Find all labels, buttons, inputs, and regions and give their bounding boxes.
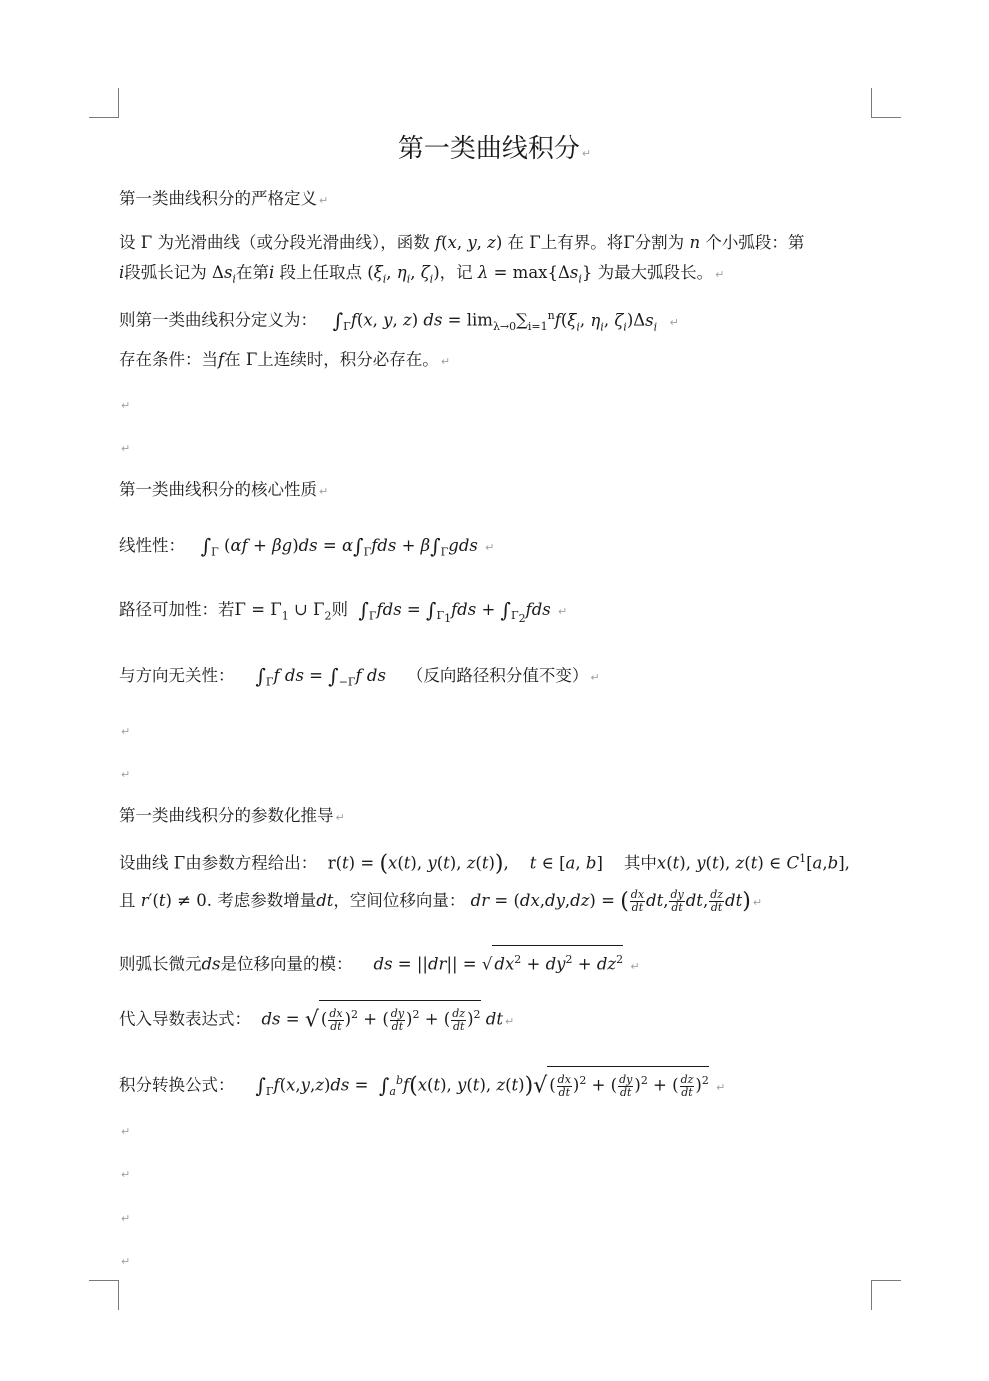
parametrization-line-1: 设曲线 Γ由参数方程给出： r(t) = (x(t), y(t), z(t)), t ∈ [a, b] 其中x(t), y(t), z(t) ∈ $C^1[a,b]$, (119, 851, 850, 877)
empty-paragraph: ↵ (121, 725, 131, 738)
empty-paragraph: ↵ (121, 442, 131, 455)
property-linearity: 线性性： $\int_\Gamma$ $(\alpha f + \beta g)ds = \alpha\int_\Gamma fds + \beta\int_\Gamma gds$ ↵ (119, 534, 495, 559)
definition-formula: 则第一类曲线积分定义为： $\int_\Gamma f(x$, y, z) ds = $\lim_{\lambda\to 0}\sum_{i=1}^nf(\xi_i$, $\eta_i$, $\zeta_i)\Delta s_i$ ↵ (119, 308, 679, 333)
section-heading-parametrization: 第一类曲线积分的参数化推导 ↵ (119, 806, 345, 825)
document-title: 第一类曲线积分 ↵ (397, 134, 592, 164)
empty-paragraph: ↵ (121, 399, 131, 412)
empty-paragraph: ↵ (121, 1125, 131, 1138)
empty-paragraph: ↵ (121, 1212, 131, 1225)
definition-line-1: 设 Γ 为光滑曲线（或分段光滑曲线），函数 f(x, y, z) 在 Γ上有界。将Γ分割为 n 个小弧段：第 (119, 233, 805, 252)
definition-line-2: i段弧长记为 $\Delta s_i$在第i 段上任取点 ($\xi_i$, $\eta_i$, $\zeta_i$)，记 $\lambda = \max\{\Delta s_i\}$ 为最大弧段长。 ↵ (119, 263, 725, 286)
property-additivity: 路径可加性：若$\Gamma = \Gamma_1$ ∪ $\Gamma_2$则 $\int_\Gamma fds = \int_{\Gamma_1}fds + \int_{\Gamma_2}fds$ ↵ (119, 598, 568, 626)
integral-conversion-formula: 积分转换公式： $\int_\Gamma f(x,y,z)ds = \int_a^bf(x(t)$, y(t), z(t))√ ( $\frac{dx}{dt}$ )$^2$ + ( $\frac{dy}{dt}$ )$^2$ + ( $\frac{dz}{dt}$ )$^2$ ↵ (119, 1066, 725, 1104)
empty-paragraph: ↵ (121, 1168, 131, 1181)
arc-length-element: 则弧长微元ds是位移向量的模： ds = ||dr|| = √ $dx^2 + dy^2 + dz^2$ ↵ (119, 945, 640, 979)
derivative-expression: 代入导数表达式： ds = √ ( $\frac{dx}{dt}$ )$^2$ + ( $\frac{dy}{dt}$ )$^2$ + ( $\frac{dz}{dt}$ )$^2$ dt ↵ (119, 1000, 514, 1034)
empty-paragraph: ↵ (121, 768, 131, 781)
existence-condition: 存在条件：当f在 Γ上连续时，积分必存在。 ↵ (119, 350, 451, 369)
section-heading-properties: 第一类曲线积分的核心性质 ↵ (119, 480, 329, 499)
property-direction-independence: 与方向无关性： $\int_\Gamma f$ ds = $\int_{-\Gamma}f$ ds （反向路径积分值不变） ↵ (119, 664, 600, 689)
parametrization-line-2: 且 r′(t) ≠ 0. 考虑参数增量dt，空间位移向量： dr = (dx,dy,dz) = ( $\frac{dx}{dt}$ dt, $\frac{dy}{dt}$ dt, $\frac{dz}{dt}$ dt) ↵ (119, 888, 763, 914)
section-heading-definition: 第一类曲线积分的严格定义 ↵ (119, 189, 329, 208)
empty-paragraph: ↵ (121, 1255, 131, 1268)
